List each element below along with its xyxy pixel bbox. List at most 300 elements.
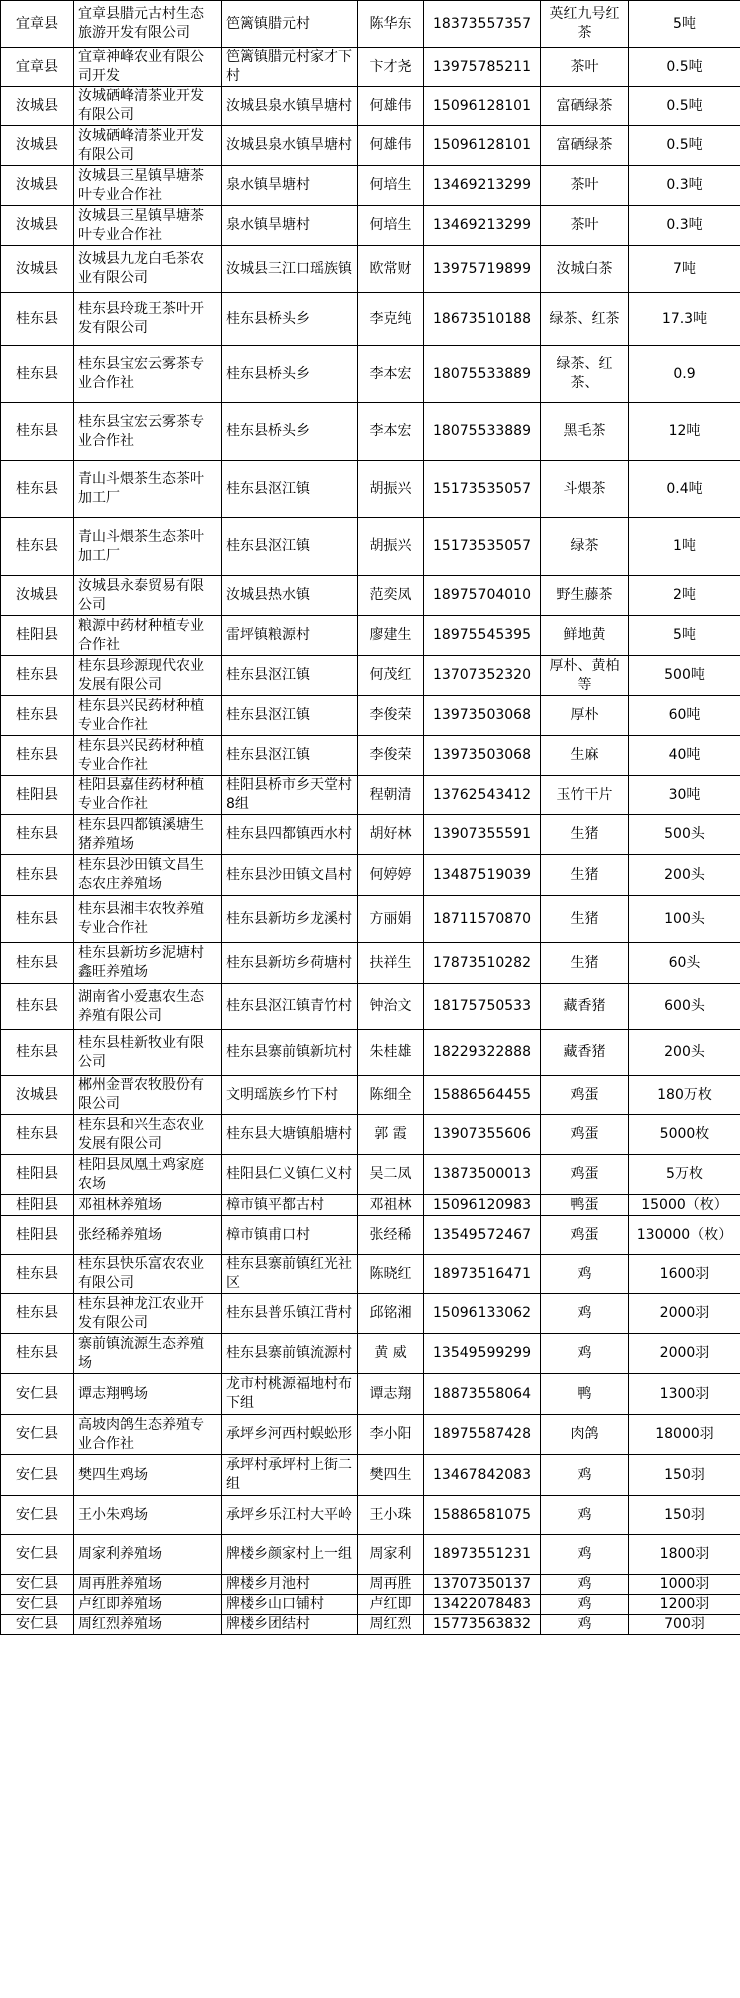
table-row (1, 1496, 740, 1535)
phone-cell: 18873558064 (424, 1374, 541, 1415)
quantity-cell: 40吨 (629, 736, 740, 776)
company-cell: 郴州金晋农牧股份有限公司 (74, 1076, 222, 1115)
phone-cell: 15773563832 (424, 1615, 541, 1635)
table-row (1, 1, 740, 48)
product-cell: 鸡 (541, 1535, 629, 1575)
company-cell: 高坡肉鸽生态养殖专业合作社 (74, 1415, 222, 1455)
product-cell: 汝城白茶 (541, 246, 629, 293)
quantity-cell: 0.4吨 (629, 461, 740, 518)
company-cell: 汝城县九龙白毛茶农业有限公司 (74, 246, 222, 293)
county-cell: 安仁县 (1, 1415, 74, 1455)
contact-cell: 郭 霞 (358, 1115, 424, 1155)
contact-cell: 扶祥生 (358, 943, 424, 984)
contact-cell: 何婷婷 (358, 855, 424, 896)
quantity-cell: 0.9 (629, 346, 740, 403)
product-cell: 厚朴、黄柏等 (541, 656, 629, 696)
company-cell: 汝城县三星镇旱塘茶叶专业合作社 (74, 206, 222, 246)
contact-cell: 朱桂雄 (358, 1030, 424, 1076)
product-cell: 生猪 (541, 815, 629, 855)
county-cell: 桂东县 (1, 984, 74, 1030)
quantity-cell: 0.5吨 (629, 48, 740, 87)
phone-cell: 13469213299 (424, 206, 541, 246)
quantity-cell: 700羽 (629, 1615, 740, 1635)
address-cell: 桂东县桥头乡 (222, 403, 358, 461)
county-cell: 桂东县 (1, 896, 74, 943)
quantity-cell: 30吨 (629, 776, 740, 815)
quantity-cell: 100头 (629, 896, 740, 943)
address-cell: 泉水镇旱塘村 (222, 206, 358, 246)
phone-cell: 13907355606 (424, 1115, 541, 1155)
table-row (1, 1334, 740, 1374)
quantity-cell: 5000枚 (629, 1115, 740, 1155)
contact-cell: 周家利 (358, 1535, 424, 1575)
county-cell: 桂东县 (1, 855, 74, 896)
county-cell: 桂东县 (1, 656, 74, 696)
contact-cell: 方丽娟 (358, 896, 424, 943)
phone-cell: 13549572467 (424, 1216, 541, 1255)
company-cell: 青山斗煨茶生态茶叶加工厂 (74, 518, 222, 576)
quantity-cell: 60吨 (629, 696, 740, 736)
phone-cell: 18975587428 (424, 1415, 541, 1455)
product-cell: 绿茶、红茶 (541, 293, 629, 346)
contact-cell: 李俊荣 (358, 736, 424, 776)
county-cell: 安仁县 (1, 1496, 74, 1535)
quantity-cell: 1200羽 (629, 1595, 740, 1615)
product-cell: 肉鸽 (541, 1415, 629, 1455)
table-row (1, 126, 740, 166)
company-cell: 汝城县三星镇旱塘茶叶专业合作社 (74, 166, 222, 206)
quantity-cell: 2000羽 (629, 1334, 740, 1374)
quantity-cell: 5吨 (629, 616, 740, 656)
quantity-cell: 130000（枚） (629, 1216, 740, 1255)
phone-cell: 18975545395 (424, 616, 541, 656)
contact-cell: 欧常财 (358, 246, 424, 293)
county-cell: 桂东县 (1, 1115, 74, 1155)
contact-cell: 何雄伟 (358, 126, 424, 166)
contact-cell: 胡振兴 (358, 518, 424, 576)
product-cell: 生猪 (541, 896, 629, 943)
county-cell: 宜章县 (1, 1, 74, 48)
phone-cell: 13467842083 (424, 1455, 541, 1496)
contact-cell: 卢红即 (358, 1595, 424, 1615)
phone-cell: 13707352320 (424, 656, 541, 696)
product-cell: 鸡蛋 (541, 1155, 629, 1195)
phone-cell: 15096133062 (424, 1294, 541, 1334)
address-cell: 桂东县沤江镇 (222, 461, 358, 518)
contact-cell: 钟治文 (358, 984, 424, 1030)
address-cell: 牌楼乡团结村 (222, 1615, 358, 1635)
contact-cell: 李本宏 (358, 403, 424, 461)
contact-cell: 李克纯 (358, 293, 424, 346)
county-cell: 安仁县 (1, 1615, 74, 1635)
product-cell: 鸭蛋 (541, 1195, 629, 1216)
quantity-cell: 500吨 (629, 656, 740, 696)
table-row (1, 166, 740, 206)
company-cell: 张经稀养殖场 (74, 1216, 222, 1255)
company-cell: 桂东县湘丰农牧养殖专业合作社 (74, 896, 222, 943)
address-cell: 牌楼乡颜家村上一组 (222, 1535, 358, 1575)
product-cell: 鸡 (541, 1496, 629, 1535)
address-cell: 汝城县泉水镇旱塘村 (222, 126, 358, 166)
contact-cell: 陈华东 (358, 1, 424, 48)
product-cell: 鸡蛋 (541, 1076, 629, 1115)
product-cell: 藏香猪 (541, 984, 629, 1030)
product-cell: 黑毛茶 (541, 403, 629, 461)
phone-cell: 13422078483 (424, 1595, 541, 1615)
phone-cell: 18711570870 (424, 896, 541, 943)
quantity-cell: 200头 (629, 855, 740, 896)
phone-cell: 15173535057 (424, 518, 541, 576)
address-cell: 桂东县四都镇西水村 (222, 815, 358, 855)
table-row (1, 461, 740, 518)
contact-cell: 程朝清 (358, 776, 424, 815)
company-cell: 谭志翔鸭场 (74, 1374, 222, 1415)
table-row (1, 1155, 740, 1195)
address-cell: 文明瑶族乡竹下村 (222, 1076, 358, 1115)
contact-cell: 谭志翔 (358, 1374, 424, 1415)
table-row (1, 576, 740, 616)
address-cell: 桂东县新坊乡荷塘村 (222, 943, 358, 984)
address-cell: 桂东县沤江镇 (222, 736, 358, 776)
county-cell: 桂东县 (1, 346, 74, 403)
quantity-cell: 0.5吨 (629, 87, 740, 126)
product-cell: 鸭 (541, 1374, 629, 1415)
address-cell: 桂东县寨前镇新坑村 (222, 1030, 358, 1076)
county-cell: 安仁县 (1, 1595, 74, 1615)
phone-cell: 15173535057 (424, 461, 541, 518)
company-cell: 汝城硒峰清茶业开发有限公司 (74, 126, 222, 166)
county-cell: 桂阳县 (1, 616, 74, 656)
phone-cell: 13707350137 (424, 1575, 541, 1595)
product-cell: 鸡 (541, 1255, 629, 1294)
table-row (1, 656, 740, 696)
county-cell: 桂阳县 (1, 776, 74, 815)
contact-cell: 李本宏 (358, 346, 424, 403)
phone-cell: 13973503068 (424, 696, 541, 736)
address-cell: 汝城县热水镇 (222, 576, 358, 616)
company-cell: 宜章神峰农业有限公司开发 (74, 48, 222, 87)
company-cell: 桂东县玲珑王茶叶开发有限公司 (74, 293, 222, 346)
table-row (1, 403, 740, 461)
table-row (1, 855, 740, 896)
company-cell: 桂东县和兴生态农业发展有限公司 (74, 1115, 222, 1155)
county-cell: 桂东县 (1, 1294, 74, 1334)
address-cell: 桂东县桥头乡 (222, 346, 358, 403)
product-cell: 鸡 (541, 1294, 629, 1334)
quantity-cell: 0.3吨 (629, 206, 740, 246)
company-cell: 桂东县珍源现代农业发展有限公司 (74, 656, 222, 696)
company-cell: 桂东县兴民药材种植专业合作社 (74, 736, 222, 776)
company-cell: 桂东县宝宏云雾茶专业合作社 (74, 403, 222, 461)
product-cell: 绿茶、红茶、 (541, 346, 629, 403)
phone-cell: 15096128101 (424, 126, 541, 166)
quantity-cell: 60头 (629, 943, 740, 984)
contact-cell: 何雄伟 (358, 87, 424, 126)
product-cell: 斗煨茶 (541, 461, 629, 518)
quantity-cell: 0.5吨 (629, 126, 740, 166)
table-row (1, 616, 740, 656)
address-cell: 桂东县沤江镇 (222, 696, 358, 736)
address-cell: 桂东县沙田镇文昌村 (222, 855, 358, 896)
product-cell: 厚朴 (541, 696, 629, 736)
phone-cell: 13549599299 (424, 1334, 541, 1374)
contact-cell: 胡好林 (358, 815, 424, 855)
table-row (1, 1195, 740, 1216)
company-cell: 王小朱鸡场 (74, 1496, 222, 1535)
product-cell: 茶叶 (541, 206, 629, 246)
contact-cell: 邱铭湘 (358, 1294, 424, 1334)
table-row (1, 206, 740, 246)
table-body (1, 1, 740, 1635)
table-row (1, 1615, 740, 1635)
company-cell: 周红烈养殖场 (74, 1615, 222, 1635)
product-cell: 鸡蛋 (541, 1216, 629, 1255)
quantity-cell: 15000（枚） (629, 1195, 740, 1216)
quantity-cell: 5万枚 (629, 1155, 740, 1195)
phone-cell: 18673510188 (424, 293, 541, 346)
address-cell: 笆篱镇腊元村 (222, 1, 358, 48)
address-cell: 牌楼乡山口铺村 (222, 1595, 358, 1615)
company-cell: 宜章县腊元古村生态旅游开发有限公司 (74, 1, 222, 48)
company-cell: 邓祖林养殖场 (74, 1195, 222, 1216)
company-cell: 桂东县新坊乡泥塘村鑫旺养殖场 (74, 943, 222, 984)
phone-cell: 15096128101 (424, 87, 541, 126)
product-cell: 茶叶 (541, 48, 629, 87)
quantity-cell: 600头 (629, 984, 740, 1030)
quantity-cell: 180万枚 (629, 1076, 740, 1115)
county-cell: 安仁县 (1, 1575, 74, 1595)
phone-cell: 18075533889 (424, 403, 541, 461)
county-cell: 桂东县 (1, 1255, 74, 1294)
product-cell: 鸡 (541, 1615, 629, 1635)
product-cell: 鸡蛋 (541, 1115, 629, 1155)
table-row (1, 1595, 740, 1615)
quantity-cell: 0.3吨 (629, 166, 740, 206)
quantity-cell: 5吨 (629, 1, 740, 48)
phone-cell: 13487519039 (424, 855, 541, 896)
county-cell: 桂阳县 (1, 1155, 74, 1195)
table-row (1, 896, 740, 943)
phone-cell: 18973551231 (424, 1535, 541, 1575)
county-cell: 汝城县 (1, 1076, 74, 1115)
address-cell: 泉水镇旱塘村 (222, 166, 358, 206)
contact-cell: 邓祖林 (358, 1195, 424, 1216)
address-cell: 桂东县大塘镇船塘村 (222, 1115, 358, 1155)
product-cell: 生麻 (541, 736, 629, 776)
county-cell: 桂东县 (1, 293, 74, 346)
product-cell: 鸡 (541, 1455, 629, 1496)
county-cell: 汝城县 (1, 166, 74, 206)
county-cell: 桂东县 (1, 943, 74, 984)
product-cell: 野生藤茶 (541, 576, 629, 616)
phone-cell: 18229322888 (424, 1030, 541, 1076)
table-row (1, 736, 740, 776)
quantity-cell: 1吨 (629, 518, 740, 576)
address-cell: 桂阳县桥市乡天堂村8组 (222, 776, 358, 815)
county-cell: 汝城县 (1, 576, 74, 616)
address-cell: 承坪乡乐江村大平岭 (222, 1496, 358, 1535)
phone-cell: 18075533889 (424, 346, 541, 403)
phone-cell: 15096120983 (424, 1195, 541, 1216)
phone-cell: 18973516471 (424, 1255, 541, 1294)
table-row (1, 87, 740, 126)
company-cell: 周再胜养殖场 (74, 1575, 222, 1595)
quantity-cell: 12吨 (629, 403, 740, 461)
contact-cell: 范奕凤 (358, 576, 424, 616)
table-row (1, 1374, 740, 1415)
phone-cell: 13873500013 (424, 1155, 541, 1195)
contact-cell: 樊四生 (358, 1455, 424, 1496)
phone-cell: 15886564455 (424, 1076, 541, 1115)
table-row (1, 246, 740, 293)
address-cell: 雷坪镇粮源村 (222, 616, 358, 656)
product-cell: 生猪 (541, 855, 629, 896)
table-row (1, 943, 740, 984)
county-cell: 汝城县 (1, 87, 74, 126)
quantity-cell: 150羽 (629, 1455, 740, 1496)
phone-cell: 18975704010 (424, 576, 541, 616)
phone-cell: 13762543412 (424, 776, 541, 815)
product-cell: 鲜地黄 (541, 616, 629, 656)
phone-cell: 15886581075 (424, 1496, 541, 1535)
county-cell: 安仁县 (1, 1455, 74, 1496)
contact-cell: 李小阳 (358, 1415, 424, 1455)
county-cell: 安仁县 (1, 1535, 74, 1575)
contact-cell: 周红烈 (358, 1615, 424, 1635)
address-cell: 桂东县沤江镇青竹村 (222, 984, 358, 1030)
table-row (1, 1575, 740, 1595)
county-cell: 宜章县 (1, 48, 74, 87)
table-row (1, 1255, 740, 1294)
county-cell: 桂东县 (1, 696, 74, 736)
company-cell: 桂阳县嘉佳药材种植专业合作社 (74, 776, 222, 815)
phone-cell: 13975785211 (424, 48, 541, 87)
company-cell: 桂东县兴民药材种植专业合作社 (74, 696, 222, 736)
quantity-cell: 200头 (629, 1030, 740, 1076)
company-cell: 寨前镇流源生态养殖场 (74, 1334, 222, 1374)
company-cell: 周家利养殖场 (74, 1535, 222, 1575)
company-cell: 桂东县神龙江农业开发有限公司 (74, 1294, 222, 1334)
company-cell: 汝城县永泰贸易有限公司 (74, 576, 222, 616)
quantity-cell: 17.3吨 (629, 293, 740, 346)
table-row (1, 776, 740, 815)
contact-cell: 吴二凤 (358, 1155, 424, 1195)
quantity-cell: 7吨 (629, 246, 740, 293)
address-cell: 桂东县沤江镇 (222, 656, 358, 696)
quantity-cell: 2吨 (629, 576, 740, 616)
address-cell: 承坪村承坪村上街二组 (222, 1455, 358, 1496)
county-cell: 桂东县 (1, 403, 74, 461)
address-cell: 承坪乡河西村蜈蚣形 (222, 1415, 358, 1455)
address-cell: 桂东县新坊乡龙溪村 (222, 896, 358, 943)
table-row (1, 1076, 740, 1115)
county-cell: 安仁县 (1, 1374, 74, 1415)
quantity-cell: 1000羽 (629, 1575, 740, 1595)
address-cell: 桂东县寨前镇红光社区 (222, 1255, 358, 1294)
address-cell: 樟市镇平都古村 (222, 1195, 358, 1216)
product-cell: 鸡 (541, 1575, 629, 1595)
contact-cell: 廖建生 (358, 616, 424, 656)
quantity-cell: 150羽 (629, 1496, 740, 1535)
product-cell: 富硒绿茶 (541, 87, 629, 126)
contact-cell: 卞才尧 (358, 48, 424, 87)
address-cell: 桂阳县仁义镇仁义村 (222, 1155, 358, 1195)
product-cell: 茶叶 (541, 166, 629, 206)
table-row (1, 1455, 740, 1496)
table-row (1, 696, 740, 736)
phone-cell: 13469213299 (424, 166, 541, 206)
contact-cell: 何茂红 (358, 656, 424, 696)
table-row (1, 984, 740, 1030)
company-cell: 湖南省小爱惠农生态养殖有限公司 (74, 984, 222, 1030)
address-cell: 汝城县泉水镇旱塘村 (222, 87, 358, 126)
table-row (1, 1535, 740, 1575)
product-cell: 鸡 (541, 1595, 629, 1615)
company-cell: 粮源中药材种植专业合作社 (74, 616, 222, 656)
company-cell: 桂东县桂新牧业有限公司 (74, 1030, 222, 1076)
product-cell: 英红九号红茶 (541, 1, 629, 48)
contact-cell: 何培生 (358, 206, 424, 246)
address-cell: 龙市村桃源福地村布下组 (222, 1374, 358, 1415)
product-cell: 生猪 (541, 943, 629, 984)
county-cell: 桂东县 (1, 1334, 74, 1374)
company-cell: 汝城硒峰清茶业开发有限公司 (74, 87, 222, 126)
quantity-cell: 2000羽 (629, 1294, 740, 1334)
address-cell: 桂东县沤江镇 (222, 518, 358, 576)
county-cell: 桂阳县 (1, 1195, 74, 1216)
table-row (1, 293, 740, 346)
table-row (1, 1294, 740, 1334)
table-row (1, 1216, 740, 1255)
county-cell: 桂东县 (1, 815, 74, 855)
contact-cell: 王小珠 (358, 1496, 424, 1535)
county-cell: 桂东县 (1, 1030, 74, 1076)
contact-cell: 陈晓红 (358, 1255, 424, 1294)
address-cell: 桂东县桥头乡 (222, 293, 358, 346)
table-row (1, 1115, 740, 1155)
quantity-cell: 1800羽 (629, 1535, 740, 1575)
county-cell: 桂阳县 (1, 1216, 74, 1255)
quantity-cell: 1300羽 (629, 1374, 740, 1415)
company-cell: 卢红即养殖场 (74, 1595, 222, 1615)
contact-cell: 黄 威 (358, 1334, 424, 1374)
contact-cell: 李俊荣 (358, 696, 424, 736)
phone-cell: 13975719899 (424, 246, 541, 293)
address-cell: 桂东县普乐镇江背村 (222, 1294, 358, 1334)
address-cell: 桂东县寨前镇流源村 (222, 1334, 358, 1374)
table-row (1, 1030, 740, 1076)
phone-cell: 13907355591 (424, 815, 541, 855)
table-row (1, 346, 740, 403)
company-cell: 桂东县四都镇溪塘生猪养殖场 (74, 815, 222, 855)
county-cell: 桂东县 (1, 736, 74, 776)
table-row (1, 518, 740, 576)
product-cell: 富硒绿茶 (541, 126, 629, 166)
address-cell: 笆篱镇腊元村家才下村 (222, 48, 358, 87)
address-cell: 汝城县三江口瑶族镇 (222, 246, 358, 293)
table-row (1, 1415, 740, 1455)
contact-cell: 周再胜 (358, 1575, 424, 1595)
phone-cell: 18373557357 (424, 1, 541, 48)
county-cell: 汝城县 (1, 246, 74, 293)
phone-cell: 18175750533 (424, 984, 541, 1030)
product-cell: 绿茶 (541, 518, 629, 576)
phone-cell: 17873510282 (424, 943, 541, 984)
quantity-cell: 18000羽 (629, 1415, 740, 1455)
county-cell: 桂东县 (1, 518, 74, 576)
county-cell: 汝城县 (1, 206, 74, 246)
contact-cell: 张经稀 (358, 1216, 424, 1255)
